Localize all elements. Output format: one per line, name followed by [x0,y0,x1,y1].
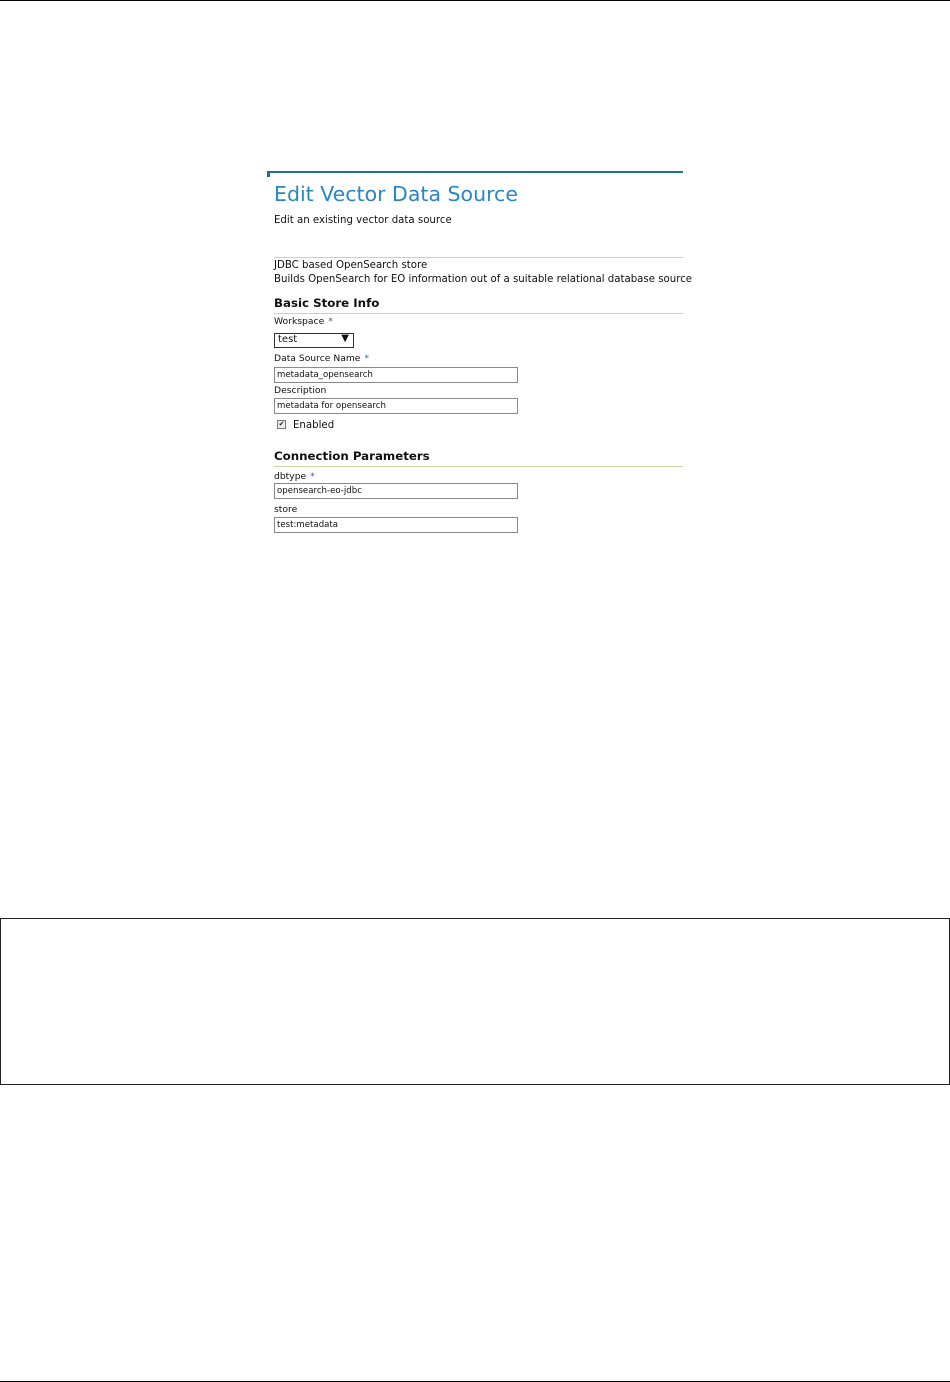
required-marker: * [364,353,370,364]
basic-store-info-heading: Basic Store Info [274,296,380,310]
workspace-selected-value: test [278,334,298,345]
dbtype-value: opensearch-eo-jdbc [277,486,362,496]
store-value: test:metadata [277,520,339,530]
panel-top-border [267,171,683,173]
dbtype-label [274,471,315,482]
data-source-name-label [274,353,369,364]
store-type-description: Builds OpenSearch for EO information out of a suitable relational database source [274,274,693,285]
store-label: store [274,504,298,515]
enabled-checkbox[interactable] [277,420,286,429]
page-title: Edit Vector Data Source [274,182,518,206]
required-marker: * [310,471,315,482]
edit-vector-data-source-panel [267,171,693,541]
workspace-select[interactable] [274,333,354,348]
dropdown-arrow-icon: ▼ [341,333,349,344]
data-source-name-label-text: Data Source Name [274,353,361,364]
store-type-name: JDBC based OpenSearch store [274,260,428,271]
required-marker: * [328,316,333,327]
dbtype-input[interactable] [274,483,518,499]
description-value: metadata for opensearch [277,401,386,411]
section-divider [274,313,683,314]
data-source-name-value: metadata_opensearch [277,370,373,380]
section-divider [274,466,683,467]
workspace-label-text: Workspace [274,316,325,327]
workspace-label [274,316,333,327]
divider [274,257,683,258]
data-source-name-input[interactable] [274,367,518,383]
enabled-label: Enabled [293,420,335,431]
dbtype-label-text: dbtype [274,471,307,482]
page-top-rule [0,0,950,1]
store-input[interactable] [274,517,518,533]
description-input[interactable] [274,398,518,414]
page-subtitle: Edit an existing vector data source [274,215,452,226]
connection-parameters-heading: Connection Parameters [274,449,430,463]
empty-code-box [0,918,950,1085]
checkmark-icon: ✔ [278,420,285,428]
description-label: Description [274,385,327,396]
panel-corner-mark [267,171,270,177]
